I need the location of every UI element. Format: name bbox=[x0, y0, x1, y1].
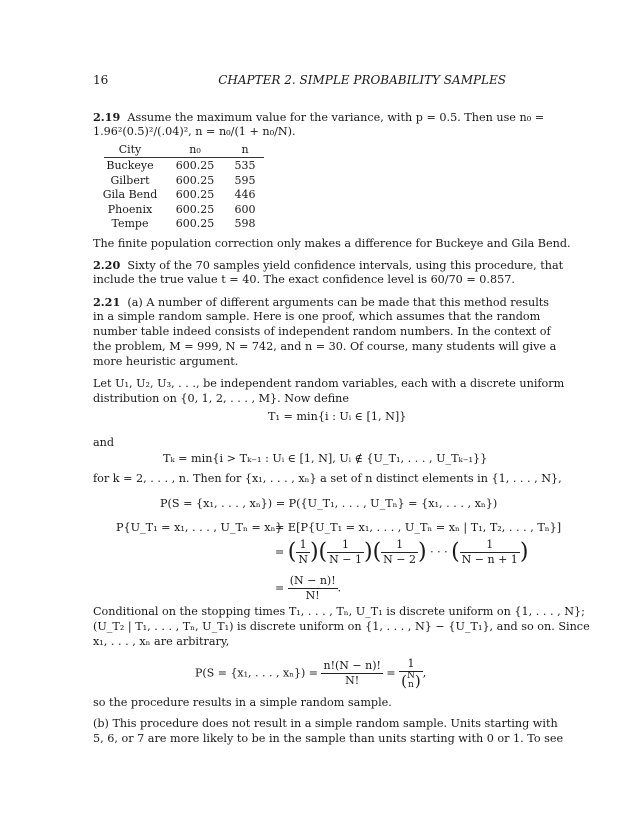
table-cell: 600.25 bbox=[175, 173, 215, 187]
table-cell: 535 bbox=[234, 159, 256, 172]
table-cell: Buckeye bbox=[106, 159, 154, 172]
fraction bbox=[321, 659, 382, 688]
paren-close: ) bbox=[363, 539, 373, 565]
problem-2-19-line1 bbox=[93, 110, 544, 125]
binomial bbox=[407, 672, 415, 690]
fraction-denominator: N bbox=[298, 553, 308, 566]
fraction-denominator: N − n + 1 bbox=[461, 553, 518, 566]
conditional-line3: x₁, . . . , xₙ are arbitrary, bbox=[93, 635, 230, 648]
problem-2-19-line2: 1.96²(0.5)²/(.04)², n = n₀/(1 + n₀/N). bbox=[93, 125, 296, 138]
conditional-line1: Conditional on the stopping times T₁, . . . , Tₙ, U_T₁ is discrete uniform on {1, . . . , N}; bbox=[93, 605, 585, 618]
table-cell: Gilbert bbox=[110, 173, 150, 187]
fraction-numerator: 1 bbox=[407, 657, 415, 670]
table-cell: 598 bbox=[234, 217, 256, 231]
paren-close: ) bbox=[418, 539, 427, 565]
problem-text: (a) A number of different arguments can be made that this method results bbox=[127, 296, 550, 309]
fraction bbox=[327, 538, 364, 567]
fraction bbox=[296, 538, 310, 567]
table-cell: Tempe bbox=[111, 217, 149, 231]
and-word: and bbox=[93, 436, 115, 449]
table-header-n: n bbox=[241, 143, 249, 156]
paren-open: ( bbox=[372, 539, 382, 565]
fraction-denominator: N − 2 bbox=[383, 553, 416, 566]
equation-tk: Tₖ = min{i > Tₖ₋₁ : Uᵢ ∈ [1, N], Uᵢ ∉ {U_T₁, . . . , U_Tₖ₋₁}} bbox=[163, 452, 488, 465]
table-cell: 600 bbox=[234, 202, 256, 216]
problem-2-21-line4: the problem, M = 999, N = 742, and n = 30. Of course, many students will give a bbox=[93, 340, 557, 353]
table-cell: Phoenix bbox=[107, 202, 153, 216]
fraction-numerator: 1 bbox=[396, 538, 404, 551]
table-cell: Gila Bend bbox=[102, 188, 158, 202]
sample-size-table bbox=[100, 143, 270, 233]
ellipsis: · · · bbox=[430, 545, 448, 559]
problem-text: Sixty of the 70 samples yield confidence intervals, using this procedure, that bbox=[127, 259, 564, 272]
equation-t1: T₁ = min{i : Uᵢ ∈ [1, N]} bbox=[268, 410, 407, 423]
equation-chain-lhs: P{U_T₁ = x₁, . . . , U_Tₙ = xₙ} bbox=[116, 521, 283, 534]
table-cell: 600.25 bbox=[175, 188, 215, 202]
fpc-note: The finite population correction only makes a difference for Buckeye and Gila Bend. bbox=[93, 237, 571, 250]
paren-open: ( bbox=[287, 539, 297, 565]
paren-open: ( bbox=[318, 539, 328, 565]
let-line1: Let U₁, U₂, U₃, . . ., be independent random variables, each with a discrete uniform bbox=[93, 377, 565, 390]
fraction-denominator: N! bbox=[321, 673, 382, 688]
binomial-top: N bbox=[407, 671, 415, 681]
table-header-city: City bbox=[118, 143, 142, 156]
problem-2-20-line2: include the true value t = 40. The exact confidence level is 60/70 = 0.857. bbox=[93, 273, 515, 286]
fraction bbox=[399, 657, 423, 690]
chapter-title: CHAPTER 2. SIMPLE PROBABILITY SAMPLES bbox=[218, 73, 506, 87]
problem-2-21-line3: number table indeed consists of independent random numbers. In the context of bbox=[93, 325, 551, 338]
equals-sign: = bbox=[386, 666, 396, 680]
conditional-line2: (U_T₂ | T₁, . . . , Tₙ, U_T₁) is discrete uniform on {1, . . . , N} − {U_T₁}, and so on. Since bbox=[93, 620, 590, 633]
so-line: so the procedure results in a simple random sample. bbox=[93, 696, 392, 709]
problem-label: 2.20 bbox=[93, 258, 121, 272]
paren-close: ) bbox=[309, 539, 319, 565]
problem-label: 2.21 bbox=[93, 295, 121, 309]
table-cell: 600.25 bbox=[175, 217, 215, 231]
fraction-numerator: (N − n)! bbox=[289, 574, 336, 587]
for-line: for k = 2, . . . , n. Then for {x₁, . . . , xₙ} a set of n distinct elements in {1, . . . , N}, bbox=[93, 472, 562, 485]
table-cell: 595 bbox=[234, 173, 256, 187]
period: . bbox=[337, 581, 342, 595]
fraction-denominator: N − 1 bbox=[329, 553, 362, 566]
fraction-numerator: n!(N − n)! bbox=[323, 659, 381, 672]
equals-sign: = bbox=[275, 545, 285, 559]
problem-2-21-line2: in a simple random sample. Here is one proof, which assumes that the random bbox=[93, 310, 541, 323]
table-header-rule bbox=[104, 157, 264, 158]
equation-chain-rhs1: = E[P{U_T₁ = x₁, . . . , U_Tₙ = xₙ | T₁, T₂, . . . , Tₙ}] bbox=[275, 521, 562, 534]
fraction-numerator: 1 bbox=[342, 538, 350, 551]
fraction bbox=[381, 538, 418, 567]
equals-sign: = bbox=[275, 581, 285, 595]
equation-final bbox=[195, 657, 426, 690]
equation-ps: P(S = {x₁, . . . , xₙ}) = P({U_T₁, . . . , U_Tₙ} = {x₁, . . . , xₙ}) bbox=[160, 497, 498, 510]
problem-2-20-line1 bbox=[93, 258, 563, 273]
equation-product-line bbox=[275, 538, 528, 567]
problem-2-21-line5: more heuristic argument. bbox=[93, 355, 239, 368]
part-b-line2: 5, 6, or 7 are more likely to be in the sample than units starting with 0 or 1. To see bbox=[93, 732, 564, 745]
fraction-numerator: 1 bbox=[299, 538, 307, 551]
problem-label: 2.19 bbox=[93, 110, 121, 124]
part-b-line1: (b) This procedure does not result in a simple random sample. Units starting with bbox=[93, 717, 558, 730]
equation-lhs: P(S = {x₁, . . . , xₙ}) = bbox=[195, 666, 318, 680]
table-cell: 600.25 bbox=[175, 159, 215, 172]
paren-open: ( bbox=[451, 539, 460, 565]
paren-close: ) bbox=[519, 539, 529, 565]
fraction-numerator: 1 bbox=[486, 538, 494, 551]
page-number: 16 bbox=[93, 73, 109, 87]
fraction bbox=[288, 574, 338, 603]
binomial-denominator: ( N n ) bbox=[401, 671, 421, 690]
fraction bbox=[460, 538, 520, 567]
problem-2-21-line1 bbox=[93, 295, 549, 310]
table-cell: 600.25 bbox=[175, 202, 215, 216]
equation-factorial-line bbox=[275, 574, 341, 603]
table-cell: 446 bbox=[234, 188, 256, 202]
binomial-bottom: n bbox=[408, 680, 414, 690]
table-header-n0: n₀ bbox=[189, 143, 201, 156]
comma: , bbox=[422, 666, 427, 680]
fraction-denominator: N! bbox=[288, 588, 338, 603]
problem-text: Assume the maximum value for the variance, with p = 0.5. Then use n₀ = bbox=[127, 111, 545, 124]
let-line2: distribution on {0, 1, 2, . . . , M}. Now define bbox=[93, 392, 350, 405]
